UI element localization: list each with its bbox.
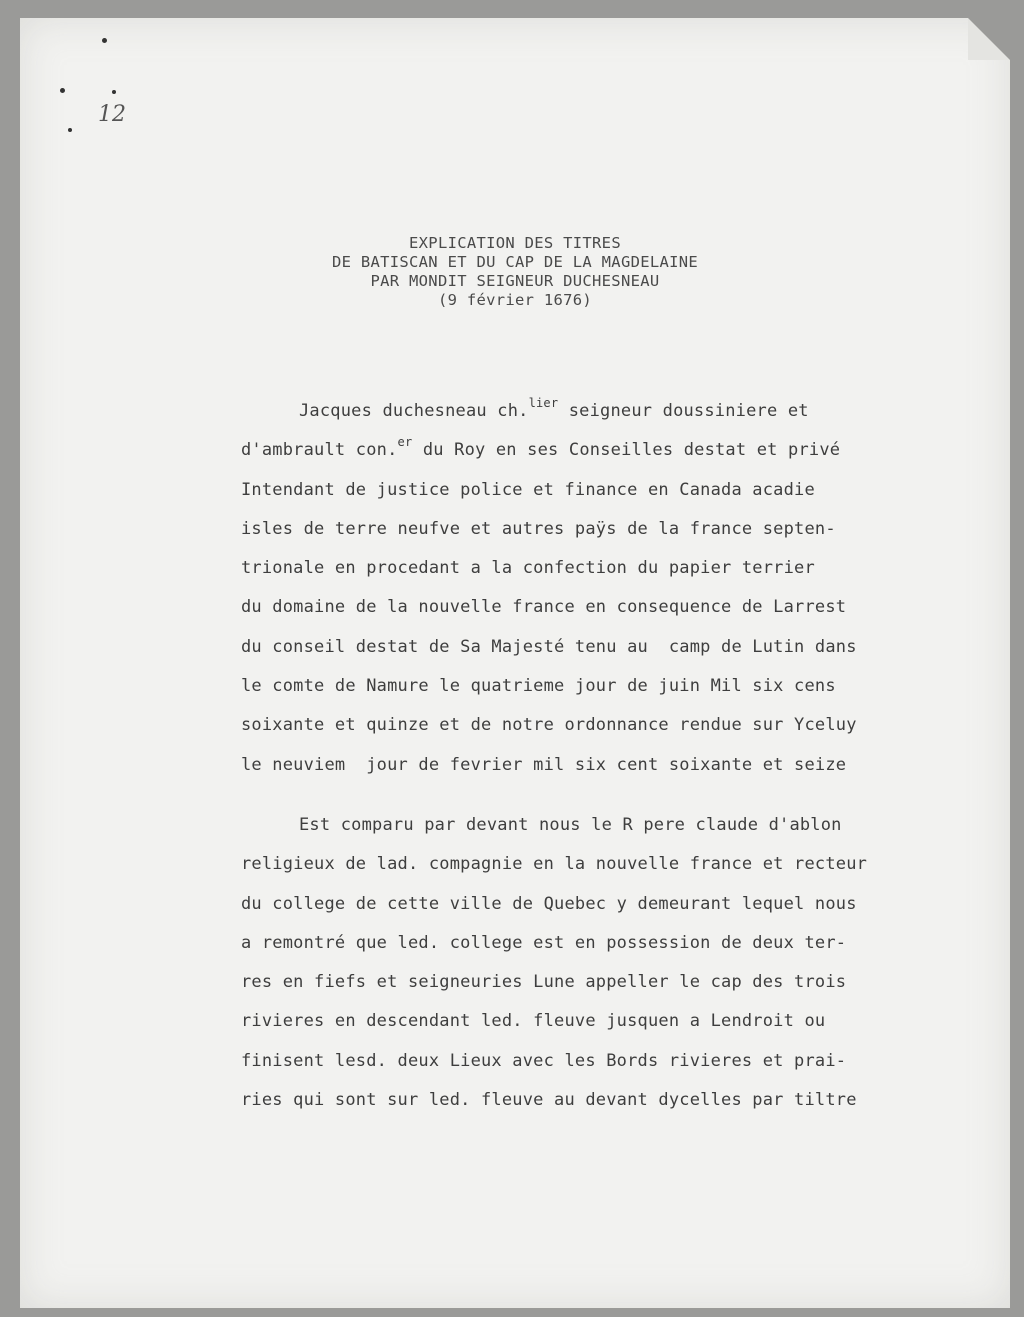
text-segment: d'ambrault con. <box>241 440 398 461</box>
text-line: trionale en procedant a la confection du papier terrier <box>241 558 815 579</box>
text-line: isles de terre neufve et autres paÿs de la france septen- <box>241 518 836 539</box>
text-line: finisent lesd. deux Lieux avec les Bords rivieres et prai- <box>241 1050 847 1071</box>
document-page <box>20 18 1010 1308</box>
superscript: lier <box>528 396 559 410</box>
text-line: du conseil destat de Sa Majesté tenu au camp de Lutin dans <box>241 636 857 657</box>
pencil-dot <box>68 128 72 132</box>
pencil-dot <box>112 90 116 94</box>
text-line <box>241 392 961 431</box>
text-line: Est comparu par devant nous le R pere claude d'ablon <box>299 815 842 835</box>
handwritten-page-number: 12 <box>98 102 126 127</box>
text-line: le neuviem jour de fevrier mil six cent soixante et seize <box>241 754 847 775</box>
text-line: a remontré que led. college est en possession de deux ter- <box>241 932 847 953</box>
title-line: PAR MONDIT SEIGNEUR DUCHESNEAU <box>370 272 660 290</box>
text-line: Intendant de justice police et finance en Canada acadie <box>241 479 815 500</box>
title-line: DE BATISCAN ET DU CAP DE LA MAGDELAINE <box>331 253 698 271</box>
text-line <box>241 431 961 470</box>
text-line: soixante et quinze et de notre ordonnance rendue sur Yceluy <box>241 715 857 736</box>
document-title <box>20 234 1010 310</box>
pencil-dot <box>60 88 65 93</box>
text-line: le comte de Namure le quatrieme jour de juin Mil six cens <box>241 676 836 697</box>
text-line: rivieres en descendant led. fleuve jusquen a Lendroit ou <box>241 1011 826 1032</box>
text-line: ries qui sont sur led. fleuve au devant dycelles par tiltre <box>241 1090 857 1111</box>
text-segment: Jacques duchesneau ch. <box>299 401 529 421</box>
text-line: res en fiefs et seigneuries Lune appeller le cap des trois <box>241 972 847 993</box>
text-segment: du Roy en ses Conseilles destat et privé <box>412 440 841 461</box>
title-line: EXPLICATION DES TITRES <box>409 234 621 252</box>
text-line: religieux de lad. compagnie en la nouvelle france et recteur <box>241 854 868 875</box>
paragraph-2 <box>241 806 961 1120</box>
pencil-marks <box>60 38 180 158</box>
corner-shadow <box>968 18 1010 60</box>
text-line: du college de cette ville de Quebec y demeurant lequel nous <box>241 893 857 914</box>
title-date: (9 février 1676) <box>437 291 593 309</box>
superscript: er <box>397 435 413 450</box>
pencil-dot <box>102 38 107 43</box>
text-segment: seigneur doussiniere et <box>558 401 809 421</box>
paragraph-1 <box>241 392 961 785</box>
text-line: du domaine de la nouvelle france en consequence de Larrest <box>241 597 847 618</box>
